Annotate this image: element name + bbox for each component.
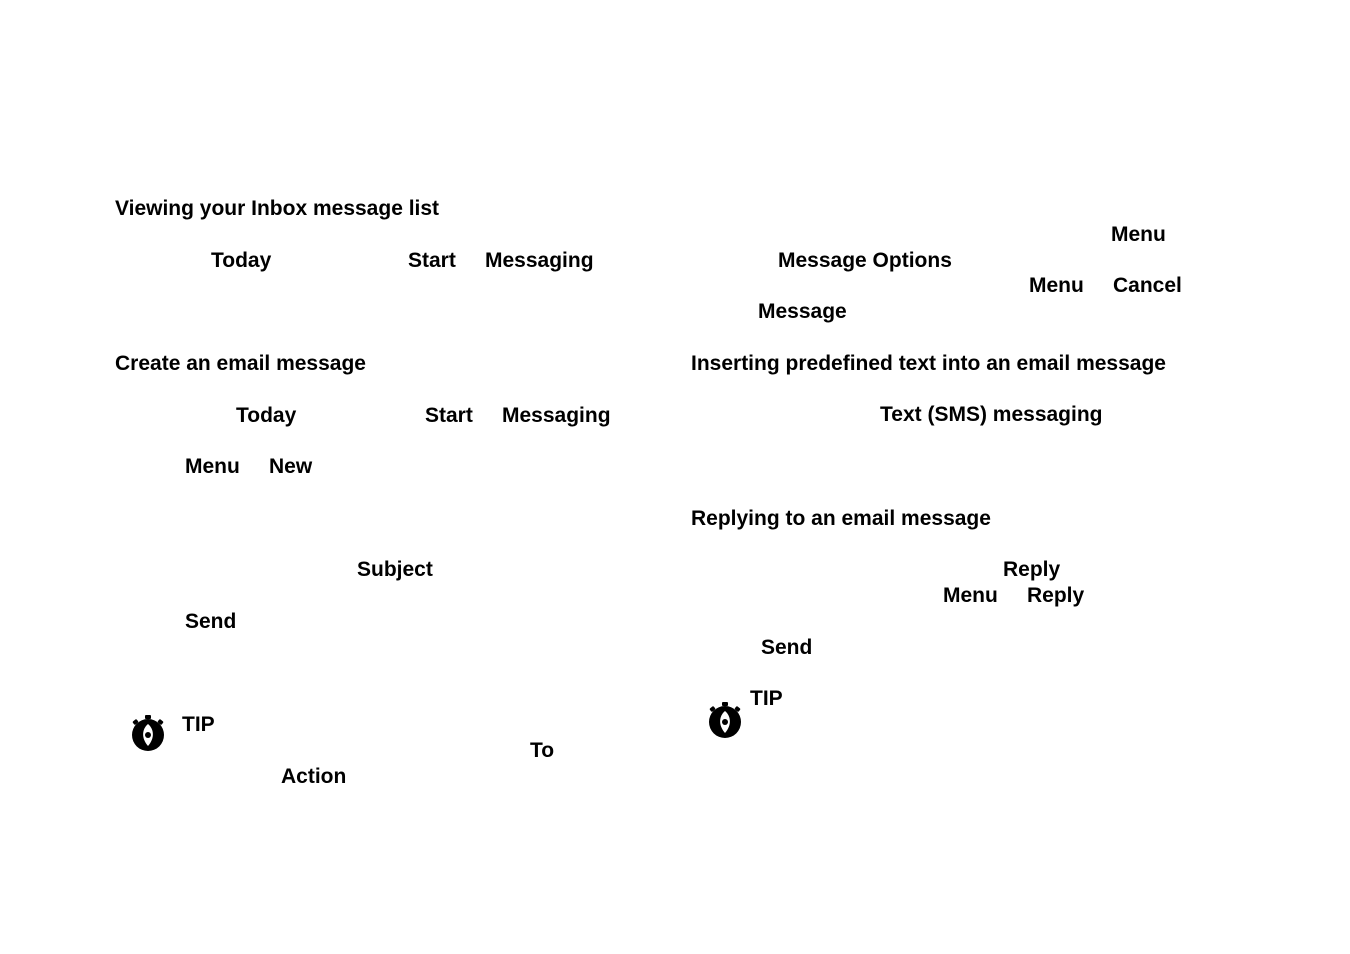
keyword-start: Start (425, 404, 473, 427)
keyword-menu: Menu (185, 455, 240, 478)
keyword-reply: Reply (1027, 584, 1085, 607)
keyword-send: Send (761, 636, 813, 659)
stopwatch-tip-icon (129, 714, 167, 752)
tip-label: TIP (750, 687, 783, 710)
keyword-messaging: Messaging (485, 249, 594, 272)
keyword-message-options: Message Options (778, 249, 952, 272)
heading-create-email: Create an email message (115, 352, 366, 375)
keyword-action: Action (281, 765, 347, 788)
keyword-cancel: Cancel (1113, 274, 1182, 297)
keyword-new: New (269, 455, 313, 478)
stopwatch-tip-icon (706, 701, 744, 739)
keyword-send: Send (185, 610, 237, 633)
tip-label: TIP (182, 713, 215, 736)
keyword-reply: Reply (1003, 558, 1061, 581)
heading-inserting-text: Inserting predefined text into an email message (691, 352, 1166, 375)
keyword-today: Today (211, 249, 272, 272)
keyword-menu: Menu (1029, 274, 1084, 297)
keyword-subject: Subject (357, 558, 433, 581)
keyword-message: Message (758, 300, 847, 323)
heading-viewing-inbox: Viewing your Inbox message list (115, 197, 440, 220)
keyword-to: To (530, 739, 555, 762)
keyword-messaging: Messaging (502, 404, 611, 427)
heading-replying: Replying to an email message (691, 507, 991, 530)
keyword-menu: Menu (1111, 223, 1166, 246)
keyword-menu: Menu (943, 584, 998, 607)
keyword-start: Start (408, 249, 456, 272)
keyword-today: Today (236, 404, 297, 427)
keyword-text-sms-messaging: Text (SMS) messaging (880, 403, 1103, 426)
